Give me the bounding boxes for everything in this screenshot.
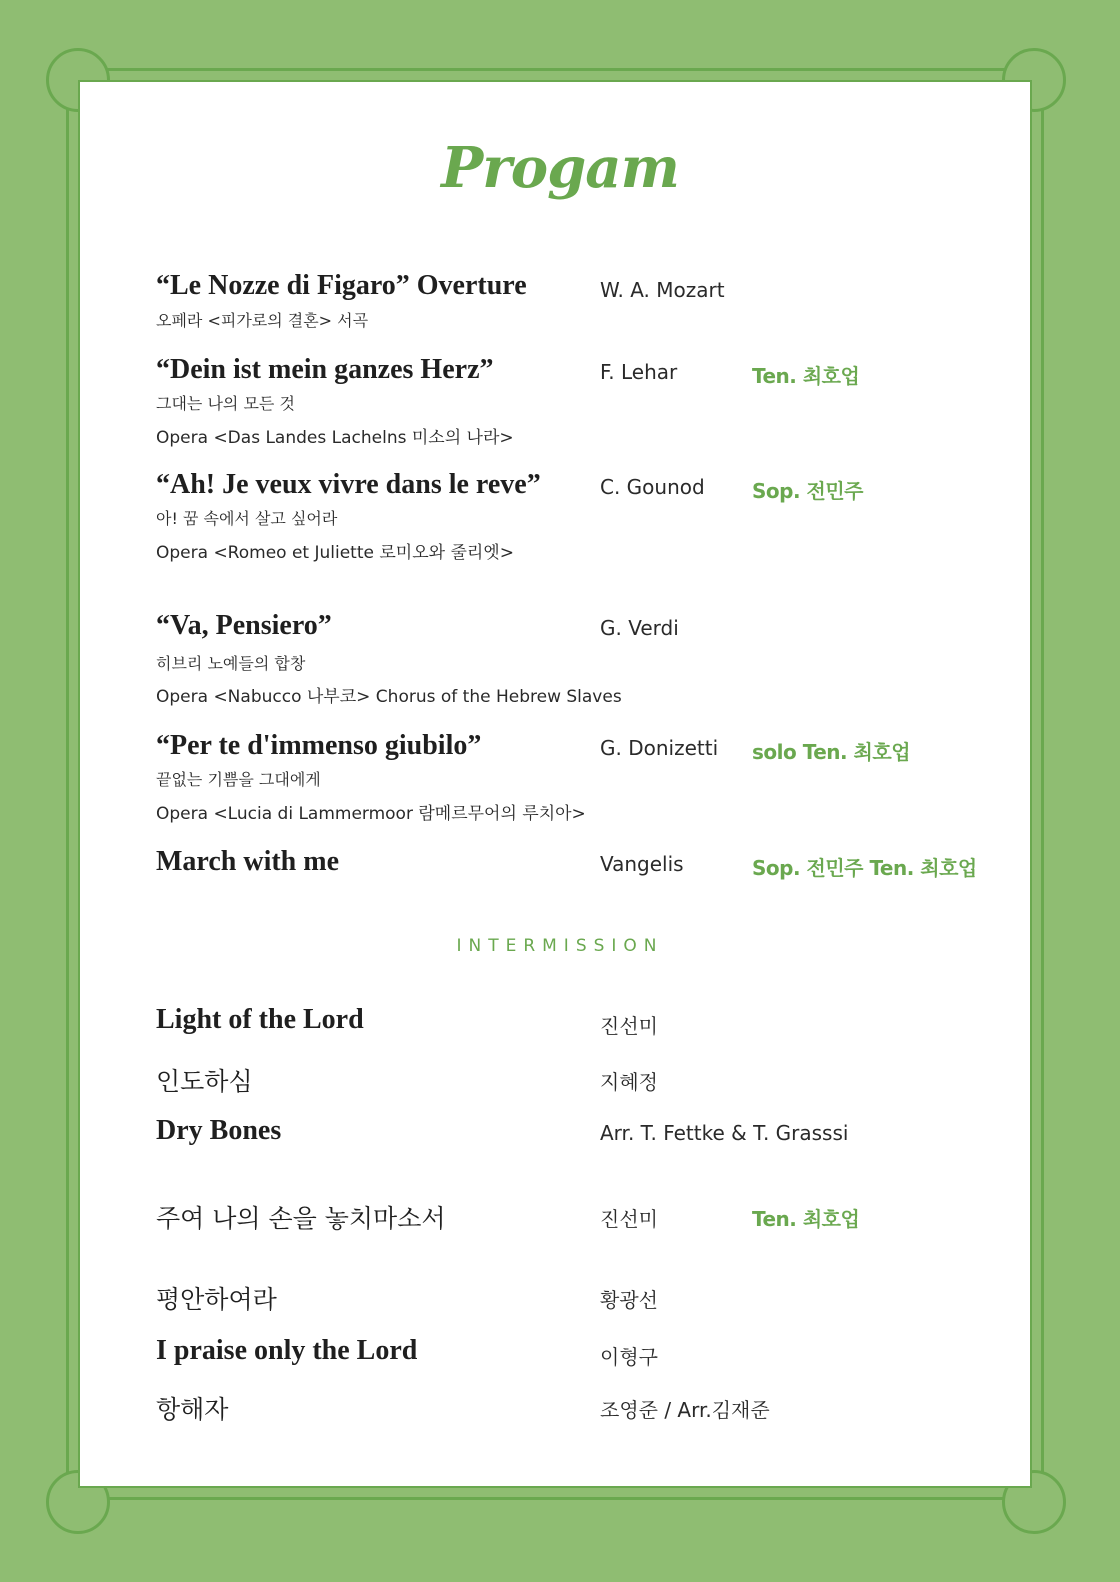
- composer: F. Lehar: [600, 360, 678, 384]
- piece-title: “Per te d'immenso giubilo”: [156, 730, 482, 761]
- piece-title: 항해자: [156, 1395, 229, 1424]
- performer: solo Ten. 최호업: [752, 740, 911, 764]
- piece-title: 주여 나의 손을 놓치마소서: [156, 1204, 446, 1233]
- opera-source: Opera <Das Landes Lachelns 미소의 나라>: [156, 428, 514, 448]
- composer: 진선미: [600, 1014, 658, 1038]
- piece-korean-title: 끝없는 기쁨을 그대에게: [156, 770, 321, 789]
- piece-title: 평안하여라: [156, 1285, 277, 1314]
- piece-korean-title: 히브리 노예들의 합창: [156, 654, 306, 673]
- piece-korean-title: 그대는 나의 모든 것: [156, 394, 295, 413]
- composer: Arr. T. Fettke & T. Grasssi: [600, 1121, 849, 1145]
- piece-title: March with me: [156, 846, 339, 877]
- opera-source: Opera <Lucia di Lammermoor 람메르무어의 루치아>: [156, 804, 586, 824]
- performer: Ten. 최호업: [752, 1207, 860, 1231]
- piece-title: 인도하심: [156, 1067, 253, 1096]
- piece-title: Dry Bones: [156, 1115, 282, 1146]
- piece-title: “Dein ist mein ganzes Herz”: [156, 354, 494, 385]
- piece-korean-title: 오페라 <피가로의 결혼> 서곡: [156, 311, 369, 330]
- piece-title: I praise only the Lord: [156, 1335, 418, 1366]
- composer: G. Donizetti: [600, 736, 719, 760]
- performer: Sop. 전민주: [752, 479, 863, 503]
- composer: C. Gounod: [600, 475, 705, 499]
- piece-title: “Ah! Je veux vivre dans le reve”: [156, 469, 541, 500]
- intermission-label: INTERMISSION: [456, 936, 664, 956]
- composer: 이형구: [600, 1345, 658, 1369]
- piece-title: “Va, Pensiero”: [156, 610, 332, 641]
- page-title: Progam: [441, 135, 679, 201]
- composer: Vangelis: [600, 852, 684, 876]
- opera-source: Opera <Nabucco 나부코> Chorus of the Hebrew Slaves: [156, 687, 622, 707]
- composer: G. Verdi: [600, 616, 679, 640]
- composer: W. A. Mozart: [600, 278, 725, 302]
- piece-title: Light of the Lord: [156, 1004, 364, 1035]
- performer: Ten. 최호업: [752, 364, 860, 388]
- composer: 진선미: [600, 1207, 658, 1231]
- piece-korean-title: 아! 꿈 속에서 살고 싶어라: [156, 509, 338, 528]
- composer: 황광선: [600, 1288, 658, 1312]
- piece-title: “Le Nozze di Figaro” Overture: [156, 270, 527, 301]
- composer: 조영준 / Arr.김재준: [600, 1398, 770, 1422]
- performer: Sop. 전민주 Ten. 최호업: [752, 856, 977, 880]
- opera-source: Opera <Romeo et Juliette 로미오와 줄리엣>: [156, 543, 514, 563]
- composer: 지혜정: [600, 1070, 658, 1094]
